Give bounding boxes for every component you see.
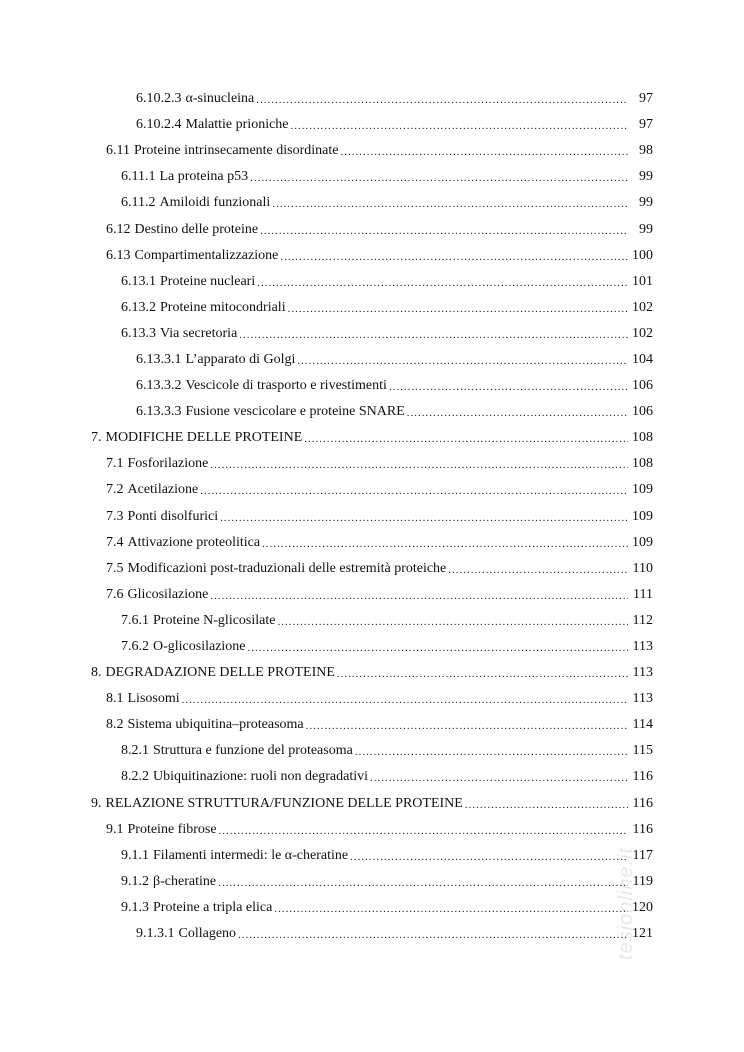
- toc-entry-number: 8.1: [106, 691, 124, 707]
- toc-entry-page: 121: [632, 926, 653, 942]
- toc-entry-page: 111: [633, 586, 653, 602]
- toc-entry-number: 8.2.1: [121, 743, 149, 759]
- toc-entry-page: 104: [632, 351, 653, 367]
- dot-leader: [219, 824, 628, 838]
- toc-entry[interactable]: [0, 269, 744, 295]
- dot-leader: [257, 276, 628, 290]
- toc-entry-title: Sistema ubiquitina–proteasoma: [127, 717, 304, 733]
- toc-entry-number: 9.1: [106, 821, 124, 837]
- dot-leader: [218, 876, 628, 890]
- toc-entry[interactable]: [0, 190, 744, 216]
- dot-leader: [182, 693, 628, 707]
- toc-entry-title: Proteine mitocondriali: [160, 299, 286, 315]
- toc-entry-number: 7.3: [106, 508, 124, 524]
- dot-leader: [465, 798, 628, 812]
- toc-entry-title: Fusione vescicolare e proteine SNARE: [185, 404, 405, 420]
- toc-entry[interactable]: [0, 112, 744, 138]
- toc-entry-number: 6.10.2.4: [136, 117, 182, 133]
- toc-entry-title: Proteine intrinsecamente disordinate: [133, 143, 339, 159]
- dot-leader: [340, 145, 628, 159]
- dot-leader: [288, 302, 628, 316]
- toc-entry-number: 9.1.1: [121, 847, 149, 863]
- toc-entry[interactable]: [0, 477, 744, 503]
- toc-entry[interactable]: [0, 216, 744, 242]
- toc-entry-number: 6.10.2.3: [136, 91, 182, 107]
- toc-entry-number: 7.: [91, 430, 102, 446]
- dot-leader: [200, 484, 628, 498]
- dot-leader: [262, 537, 628, 551]
- toc-entry[interactable]: [0, 660, 744, 686]
- dot-leader: [274, 902, 628, 916]
- dot-leader: [448, 563, 628, 577]
- dot-leader: [355, 745, 628, 759]
- toc-entry-page: 113: [632, 691, 653, 707]
- toc-entry[interactable]: [0, 712, 744, 738]
- toc-entry-number: 6.13.3.3: [136, 404, 182, 420]
- dot-leader: [210, 458, 628, 472]
- dot-leader: [272, 197, 628, 211]
- toc-entry-page: 108: [632, 456, 653, 472]
- toc-entry-title: Destino delle proteine: [134, 221, 259, 237]
- toc-entry[interactable]: [0, 243, 744, 269]
- toc-entry-page: 108: [632, 430, 653, 446]
- dot-leader: [239, 328, 628, 342]
- toc-entry-number: 8.: [91, 665, 102, 681]
- toc-entry[interactable]: [0, 295, 744, 321]
- toc-entry-number: 6.13.3: [121, 325, 156, 341]
- toc-entry-number: 6.11.2: [121, 195, 156, 211]
- toc-entry-number: 6.12: [106, 221, 131, 237]
- toc-entry-title: Ponti disolfurici: [127, 508, 219, 524]
- toc-entry-page: 120: [632, 899, 653, 915]
- toc-entry-number: 7.2: [106, 482, 124, 498]
- toc-entry-title: MODIFICHE DELLE PROTEINE: [105, 430, 303, 446]
- toc-entry[interactable]: [0, 869, 744, 895]
- toc-entry-page: 110: [632, 560, 653, 576]
- dot-leader: [350, 850, 628, 864]
- toc-entry-page: 106: [632, 404, 653, 420]
- toc-entry-page: 109: [632, 482, 653, 498]
- toc-entry-number: 9.1.2: [121, 873, 149, 889]
- toc-entry-page: 100: [632, 247, 653, 263]
- toc-entry[interactable]: [0, 164, 744, 190]
- toc-entry-page: 116: [632, 769, 653, 785]
- toc-entry[interactable]: [0, 347, 744, 373]
- toc-entry-page: 99: [639, 169, 653, 185]
- toc-entry-number: 6.13: [106, 247, 131, 263]
- toc-entry[interactable]: [0, 817, 744, 843]
- toc-entry-number: 9.: [91, 795, 102, 811]
- toc-entry-page: 109: [632, 508, 653, 524]
- dot-leader: [389, 380, 628, 394]
- toc-entry-page: 119: [632, 873, 653, 889]
- toc-entry[interactable]: [0, 634, 744, 660]
- toc-entry-page: 97: [639, 91, 653, 107]
- toc-entry-title: RELAZIONE STRUTTURA/FUNZIONE DELLE PROTEINE: [105, 795, 463, 811]
- toc-entry-number: 7.4: [106, 534, 124, 550]
- toc-entry-page: 114: [632, 717, 653, 733]
- toc-entry[interactable]: [0, 556, 744, 582]
- toc-entry-title: Lisosomi: [127, 691, 180, 707]
- toc-entry[interactable]: [0, 504, 744, 530]
- toc-entry-title: L’apparato di Golgi: [185, 351, 296, 367]
- toc-entry-title: Amiloidi funzionali: [159, 195, 271, 211]
- dot-leader: [238, 928, 628, 942]
- toc-entry[interactable]: [0, 843, 744, 869]
- toc-entry-page: 99: [639, 221, 653, 237]
- toc-entry-number: 7.6.1: [121, 612, 149, 628]
- dot-leader: [297, 354, 628, 368]
- toc-entry-number: 9.1.3: [121, 899, 149, 915]
- toc-entry[interactable]: [0, 138, 744, 164]
- toc-entry[interactable]: [0, 764, 744, 790]
- toc-entry-number: 7.5: [106, 560, 124, 576]
- dot-leader: [256, 93, 628, 107]
- toc-entry-page: 113: [632, 665, 653, 681]
- toc-entry[interactable]: [0, 451, 744, 477]
- toc-entry-page: 102: [632, 299, 653, 315]
- toc-entry[interactable]: [0, 895, 744, 921]
- toc-entry-title: Glicosilazione: [127, 586, 209, 602]
- toc-entry-number: 6.13.3.2: [136, 378, 182, 394]
- dot-leader: [280, 250, 628, 264]
- toc-entry-title: Vescicole di trasporto e rivestimenti: [185, 378, 387, 394]
- toc-entry-title: α-sinucleina: [185, 91, 255, 107]
- dot-leader: [291, 119, 628, 133]
- toc-entry-title: Struttura e funzione del proteasoma: [153, 743, 353, 759]
- toc-entry[interactable]: [0, 530, 744, 556]
- watermark: tesionline.it: [615, 846, 637, 960]
- toc-entry-title: Modificazioni post-traduzionali delle estremità proteiche: [127, 560, 447, 576]
- toc-entry-title: Filamenti intermedi: le α-cheratine: [153, 847, 349, 863]
- toc-entry-page: 106: [632, 378, 653, 394]
- dot-leader: [370, 771, 628, 785]
- dot-leader: [306, 719, 628, 733]
- toc-entry-page: 97: [639, 117, 653, 133]
- dot-leader: [260, 224, 628, 238]
- toc-entry-title: La proteina p53: [159, 169, 249, 185]
- toc-entry-number: 6.13.2: [121, 299, 156, 315]
- toc-entry-number: 6.11.1: [121, 169, 156, 185]
- table-of-contents: [0, 86, 744, 947]
- toc-entry-number: 9.1.3.1: [136, 926, 175, 942]
- toc-entry[interactable]: [0, 582, 744, 608]
- toc-entry-title: β-cheratine: [153, 873, 217, 889]
- toc-entry-title: Proteine N-glicosilate: [153, 612, 276, 628]
- dot-leader: [220, 511, 628, 525]
- dot-leader: [407, 406, 628, 420]
- dot-leader: [210, 589, 628, 603]
- toc-entry-title: Via secretoria: [160, 325, 238, 341]
- toc-entry-title: Fosforilazione: [127, 456, 209, 472]
- toc-entry-number: 8.2: [106, 717, 124, 733]
- toc-entry-page: 116: [632, 795, 653, 811]
- toc-entry[interactable]: [0, 373, 744, 399]
- toc-entry[interactable]: [0, 921, 744, 947]
- dot-leader: [337, 667, 628, 681]
- toc-entry-number: 6.13.3.1: [136, 351, 182, 367]
- toc-entry[interactable]: [0, 686, 744, 712]
- toc-entry[interactable]: [0, 399, 744, 425]
- toc-entry-page: 116: [632, 821, 653, 837]
- toc-entry-title: O-glicosilazione: [153, 639, 246, 655]
- toc-entry-title: DEGRADAZIONE DELLE PROTEINE: [105, 665, 335, 681]
- toc-entry[interactable]: [0, 738, 744, 764]
- dot-leader: [277, 615, 628, 629]
- toc-entry-title: Proteine nucleari: [160, 273, 256, 289]
- dot-leader: [248, 641, 628, 655]
- toc-entry-title: Attivazione proteolitica: [127, 534, 261, 550]
- toc-entry-page: 113: [632, 639, 653, 655]
- toc-entry-title: Proteine fibrose: [127, 821, 217, 837]
- toc-entry-title: Compartimentalizzazione: [134, 247, 279, 263]
- toc-entry-page: 109: [632, 534, 653, 550]
- toc-entry[interactable]: [0, 425, 744, 451]
- toc-entry[interactable]: [0, 86, 744, 112]
- toc-entry-title: Collageno: [178, 926, 237, 942]
- toc-entry-number: 6.11: [106, 143, 130, 159]
- toc-entry-title: Malattie prioniche: [185, 117, 289, 133]
- toc-entry[interactable]: [0, 608, 744, 634]
- toc-entry[interactable]: [0, 321, 744, 347]
- toc-entry[interactable]: [0, 791, 744, 817]
- toc-entry-page: 99: [639, 195, 653, 211]
- dot-leader: [304, 432, 628, 446]
- toc-entry-number: 7.6: [106, 586, 124, 602]
- toc-entry-page: 117: [632, 847, 653, 863]
- toc-entry-title: Ubiquitinazione: ruoli non degradativi: [153, 769, 369, 785]
- toc-entry-page: 115: [632, 743, 653, 759]
- toc-entry-page: 101: [632, 273, 653, 289]
- toc-entry-page: 102: [632, 325, 653, 341]
- toc-entry-number: 7.6.2: [121, 639, 149, 655]
- toc-entry-page: 112: [632, 612, 653, 628]
- toc-entry-number: 8.2.2: [121, 769, 149, 785]
- toc-entry-title: Acetilazione: [127, 482, 199, 498]
- toc-entry-title: Proteine a tripla elica: [153, 899, 273, 915]
- toc-entry-number: 7.1: [106, 456, 124, 472]
- toc-entry-number: 6.13.1: [121, 273, 156, 289]
- toc-entry-page: 98: [639, 143, 653, 159]
- dot-leader: [250, 171, 628, 185]
